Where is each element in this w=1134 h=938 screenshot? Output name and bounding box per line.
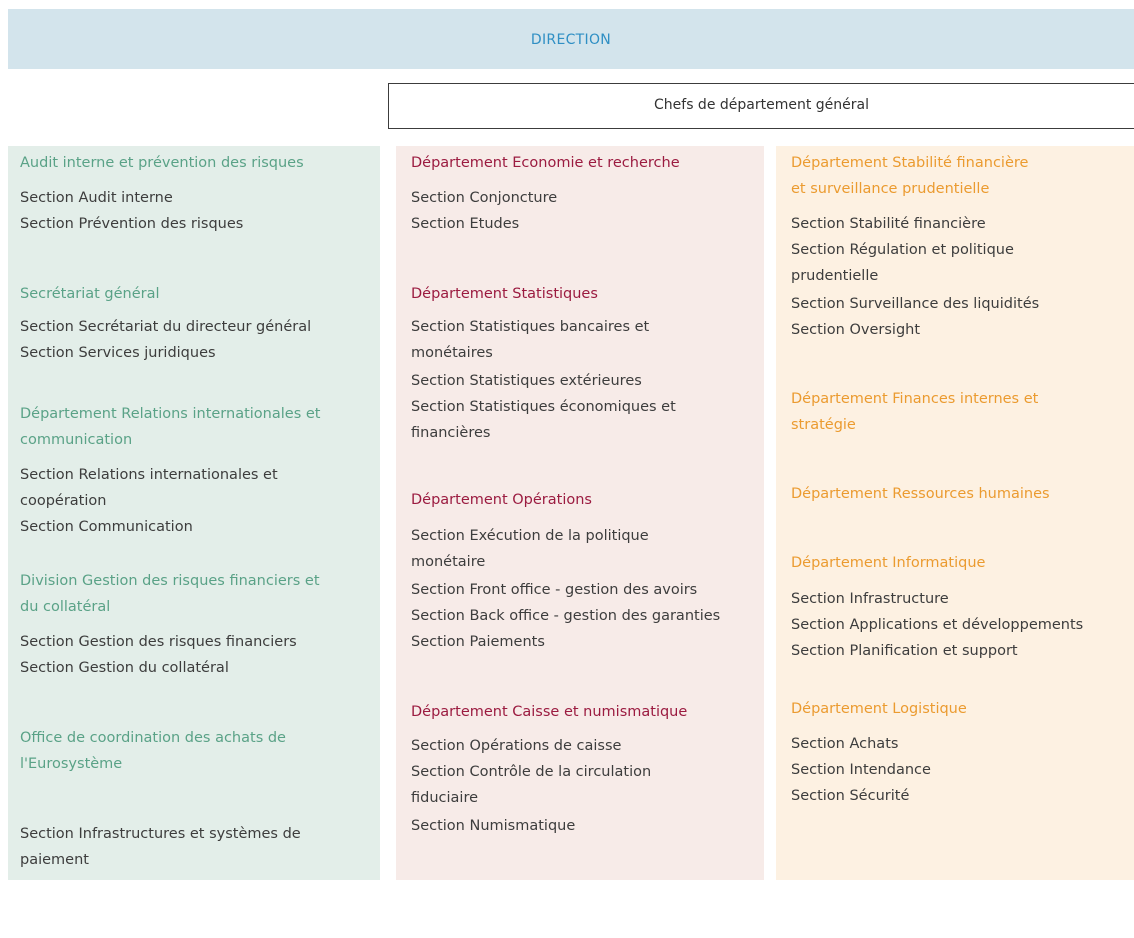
chefs-box [388, 83, 1134, 129]
section-item: Section Gestion du collatéral [20, 660, 229, 676]
section-item: prudentielle [791, 268, 879, 284]
chefs-title: Chefs de département général [654, 97, 869, 113]
section-item: Section Planification et support [791, 643, 1018, 659]
section-item: Section Contrôle de la circulation [411, 764, 652, 780]
section-item: Section Statistiques économiques et [411, 399, 676, 415]
department-heading: Département Logistique [791, 701, 967, 717]
section-item: Section Relations internationales et [20, 467, 278, 483]
unit-heading: communication [20, 432, 133, 448]
section-item: financières [411, 425, 491, 441]
section-item: Section Numismatique [411, 818, 576, 834]
unit-heading: Secrétariat général [20, 286, 160, 302]
department-heading: et surveillance prudentielle [791, 181, 990, 197]
section-item: Section Surveillance des liquidités [791, 296, 1040, 312]
section-item: Section Sécurité [791, 788, 910, 804]
section-item: Section Paiements [411, 634, 545, 650]
section-item: Section Prévention des risques [20, 216, 244, 232]
section-item: Section Conjoncture [411, 190, 558, 206]
section-item: Section Services juridiques [20, 345, 216, 361]
unit-heading: Office de coordination des achats de [20, 730, 286, 746]
department-heading: Département Ressources humaines [791, 486, 1050, 502]
section-item: Section Statistiques bancaires et [411, 319, 650, 335]
section-item: monétaire [411, 554, 486, 570]
direction-box [8, 9, 1134, 69]
section-item: Section Etudes [411, 216, 520, 232]
unit-heading: du collatéral [20, 599, 111, 615]
section-item: paiement [20, 852, 89, 868]
unit-heading: Audit interne et prévention des risques [20, 155, 304, 171]
department-heading: Département Economie et recherche [411, 155, 680, 171]
section-item: Section Front office - gestion des avoirs [411, 582, 698, 598]
department-heading: Département Finances internes et [791, 391, 1039, 407]
section-item: Section Achats [791, 736, 899, 752]
section-item: Section Gestion des risques financiers [20, 634, 297, 650]
department-heading: Département Informatique [791, 555, 986, 571]
department-heading: Département Statistiques [411, 286, 598, 302]
section-item: Section Stabilité financière [791, 216, 986, 232]
section-item: Section Exécution de la politique [411, 528, 649, 544]
unit-heading: Division Gestion des risques financiers et [20, 573, 320, 589]
section-item: Section Régulation et politique [791, 242, 1014, 258]
unit-heading: l'Eurosystème [20, 756, 123, 772]
section-item: Section Oversight [791, 322, 921, 338]
department-heading: stratégie [791, 417, 856, 433]
section-item: fiduciaire [411, 790, 479, 806]
section-item: Section Communication [20, 519, 193, 535]
department-heading: Département Stabilité financière [791, 155, 1029, 171]
section-item: Section Statistiques extérieures [411, 373, 642, 389]
section-item: monétaires [411, 345, 493, 361]
section-item: coopération [20, 493, 107, 509]
section-item: Section Back office - gestion des garanties [411, 608, 721, 624]
direction-title: DIRECTION [530, 32, 612, 48]
section-item: Section Intendance [791, 762, 931, 778]
section-item: Section Audit interne [20, 190, 173, 206]
department-heading: Département Opérations [411, 492, 592, 508]
section-item: Section Infrastructures et systèmes de [20, 826, 301, 842]
unit-heading: Département Relations internationales et [20, 406, 321, 422]
section-item: Section Infrastructure [791, 591, 949, 607]
section-item: Section Secrétariat du directeur général [20, 319, 312, 335]
section-item: Section Applications et développements [791, 617, 1084, 633]
department-heading: Département Caisse et numismatique [411, 704, 688, 720]
section-item: Section Opérations de caisse [411, 738, 622, 754]
